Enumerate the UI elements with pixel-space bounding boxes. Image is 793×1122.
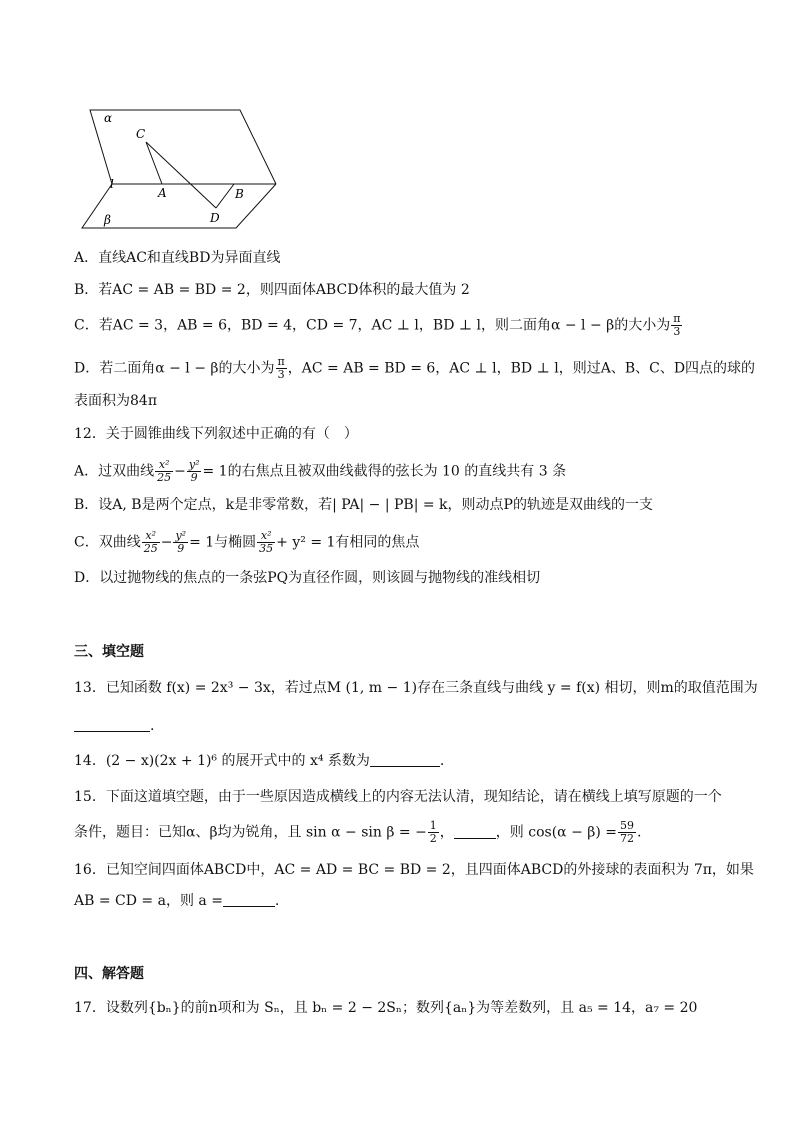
q12-c-text: C．双曲线: [74, 534, 141, 551]
q12-a-text: A．过双曲线: [74, 463, 155, 480]
label-C: C: [136, 127, 146, 141]
q12-a-d2: 9: [190, 471, 198, 484]
q12-option-a: [74, 459, 566, 484]
q15-text: 条件，题目：已知α、β均为锐角，且 sin α − sin β = −: [74, 824, 427, 841]
q12-c-text2: = 1与椭圆: [189, 534, 257, 551]
q16-line2: [74, 891, 279, 911]
q15-fraction1: [428, 820, 439, 845]
q15-den1: 2: [429, 832, 437, 845]
q11-d-text2: ，AC = AB = BD = 6，AC ⊥ l，BD ⊥ l，则过A、B、C、D四点的球的: [287, 360, 756, 377]
q12-c-frac2: [173, 530, 188, 555]
section-heading-fill-blank: 三、填空题: [74, 644, 144, 660]
q11-d-fraction: [276, 356, 287, 381]
q12-c-frac3: [257, 530, 275, 555]
segment-BD: [216, 184, 234, 208]
q11-option-d: [74, 356, 755, 381]
q11-c-text: C．若AC = 3，AB = 6，BD = 4，CD = 7，AC ⊥ l，BD ⊥ l，则二面角α − l − β的大小为: [74, 317, 671, 334]
q15-line1: 15．下面这道填空题，由于一些原因造成横线上的内容无法认清，现知结论，请在横线上填写原题的一个: [74, 789, 722, 805]
q12-option-b: B．设A, B是两个定点，k是非零常数，若| PA| − | PB| = k，则动点P的轨迹是双曲线的一支: [74, 497, 653, 513]
label-A: A: [158, 186, 167, 200]
label-beta: β: [104, 213, 111, 227]
q16-end: .: [274, 893, 280, 909]
q15-end: .: [636, 824, 642, 841]
label-alpha: α: [104, 111, 113, 125]
q16-answer-blank[interactable]: [223, 892, 275, 907]
q11-option-d-line2: 表面积为84π: [74, 393, 158, 409]
q13-line2: [74, 716, 154, 736]
q16-text: AB = CD = a，则 a =: [74, 893, 223, 909]
q15-comma: ，: [439, 824, 454, 841]
q11-d-num: π: [277, 355, 285, 368]
q12-a-frac1: [155, 459, 173, 484]
q12-c-n3: x²: [257, 530, 275, 543]
label-D: D: [210, 211, 220, 225]
q12-option-d: D．以过抛物线的焦点的一条弦PQ为直径作圆，则该圆与抛物线的准线相切: [74, 570, 541, 586]
q12-a-frac2: [187, 459, 202, 484]
label-l: l: [110, 177, 114, 191]
q16-line1: 16．已知空间四面体ABCD中，AC = AD = BC = BD = 2，且四面体ABCD的外接球的表面积为 7π，如果: [74, 862, 754, 878]
dihedral-figure: [70, 100, 290, 240]
q11-c-num: π: [673, 312, 681, 325]
q11-d-den: 3: [277, 368, 285, 381]
q12-a-text2: = 1的右焦点且被双曲线截得的弦长为 10 的直线共有 3 条: [202, 463, 567, 480]
q14: [74, 751, 444, 771]
q12-a-n1: x²: [155, 459, 173, 472]
q12-c-d1: 25: [143, 542, 158, 555]
q17-stem: 17．设数列{bₙ}的前n项和为 Sₙ，且 bₙ = 2 − 2Sₙ；数列{aₙ}为等差数列，且 a₅ = 14，a₇ = 20: [74, 1000, 698, 1016]
q11-option-c: [74, 313, 683, 338]
q11-c-den: 3: [673, 325, 681, 338]
q15-num1: 1: [429, 819, 437, 832]
q12-c-n1: x²: [142, 530, 160, 543]
q15-line2: [74, 820, 641, 845]
q13-end: .: [150, 718, 155, 734]
q15-den2: 72: [619, 832, 634, 845]
segment-CD: [146, 142, 216, 208]
q15-text2: ，则 cos(α − β) =: [495, 824, 617, 841]
q12-option-c: [74, 530, 419, 555]
plane-alpha-outline: [90, 110, 276, 184]
q15-num2: 59: [619, 819, 634, 832]
q11-option-b: B．若AC = AB = BD = 2，则四面体ABCD体积的最大值为 2: [74, 282, 470, 298]
segment-CA: [146, 142, 162, 184]
q11-c-fraction: [671, 313, 682, 338]
q11-option-a: A．直线AC和直线BD为异面直线: [74, 250, 281, 266]
q14-end: .: [439, 753, 445, 769]
q15-fraction2: [618, 820, 636, 845]
q12-c-n2: y²: [175, 529, 187, 542]
section-heading-solutions: 四、解答题: [74, 966, 144, 982]
q12-stem: 12．关于圆锥曲线下列叙述中正确的有（ ）: [74, 426, 358, 442]
q12-c-d3: 35: [259, 542, 274, 555]
q12-c-frac1: [142, 530, 160, 555]
q13-answer-blank[interactable]: [74, 717, 150, 732]
q14-answer-blank[interactable]: [370, 752, 440, 767]
q12-c-d2: 9: [177, 542, 185, 555]
q14-text: 14．(2 − x)(2x + 1)⁶ 的展开式中的 x⁴ 系数为: [74, 753, 370, 769]
q12-c-text3: + y² = 1有相同的焦点: [276, 534, 420, 551]
q12-a-d1: 25: [157, 471, 172, 484]
q13-line1: 13．已知函数 f(x) = 2x³ − 3x，若过点M (1, m − 1)存在三条直线与曲线 y = f(x) 相切，则m的取值范围为: [74, 680, 758, 696]
q12-a-n2: y²: [188, 458, 200, 471]
q12-c-minus: −: [160, 534, 173, 551]
q12-a-minus: −: [174, 463, 186, 480]
label-B: B: [235, 187, 244, 201]
q11-d-text: D．若二面角α − l − β的大小为: [74, 360, 275, 377]
q15-answer-blank[interactable]: [454, 824, 496, 839]
